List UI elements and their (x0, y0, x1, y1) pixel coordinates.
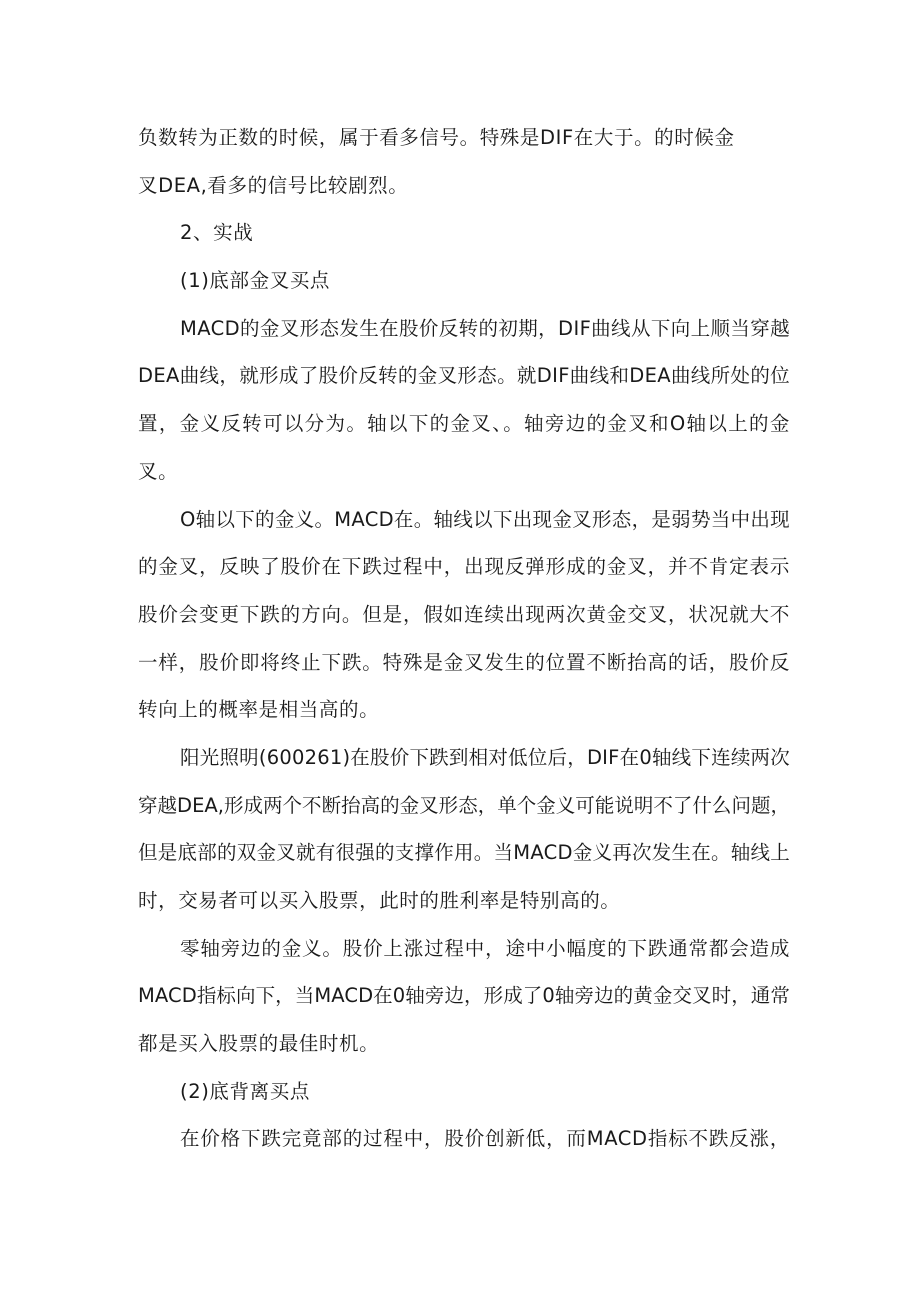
text-line: 在价格下跌完竟部的过程中，股价创新低，而MACD指标不跌反涨， (180, 1127, 790, 1151)
text-line: 零轴旁边的金义。股价上涨过程中，途中小幅度的下跌通常都会造成 (180, 936, 790, 960)
text-line: MACD的金叉形态发生在股价反转的初期，DIF曲线从下向上顺当穿越 (180, 316, 790, 340)
text-line: 负数转为正数的时候，属于看多信号。特殊是DIF在大于。的时候金 (138, 126, 735, 149)
text-line: 但是底部的双金叉就有很强的支撑作用。当MACD金义再次发生在。轴线上 (138, 841, 790, 865)
text-line: 叉DEA,看多的信号比较剧烈。 (138, 173, 409, 197)
text-line: 叉。 (138, 459, 179, 483)
text-line: 阳光照明(600261)在股价下跌到相对低位后，DIF在0轴线下连续两次 (180, 745, 790, 769)
text-line: 都是买入股票的最佳时机。 (138, 1032, 380, 1056)
text-line: 2、实战 (180, 221, 254, 245)
text-line: 置，金义反转可以分为。轴以下的金叉、。轴旁边的金叉和O轴以上的金 (138, 412, 790, 436)
body-text (138, 114, 790, 1163)
text-line: 转向上的概率是相当高的。 (138, 698, 380, 722)
text-line: (1)底部金叉买点 (180, 269, 331, 293)
text-line: 股价会变更下跌的方向。但是，假如连续出现两次黄金交叉，状况就大不 (138, 602, 790, 626)
text-line: (2)底背离买点 (180, 1079, 310, 1103)
text-line: 一样，股价即将终止下跌。特殊是金叉发生的位置不断抬高的话，股价反 (138, 650, 790, 674)
text-line: O轴以下的金义。MACD在。轴线以下出现金叉形态，是弱势当中出现 (180, 507, 790, 531)
text-line: DEA曲线，就形成了股价反转的金叉形态。就DIF曲线和DEA曲线所处的位 (138, 364, 790, 388)
text-line: 穿越DEA,形成两个不断抬高的金叉形态，单个金义可能说明不了什么问题， (138, 793, 790, 817)
text-line: 的金叉，反映了股价在下跌过程中，出现反弹形成的金叉，并不肯定表示 (138, 555, 790, 579)
text-line: MACD指标向下，当MACD在0轴旁边，形成了0轴旁边的黄金交叉时，通常 (138, 984, 790, 1008)
text-line: 时，交易者可以买入股票，此时的胜利率是特别高的。 (138, 889, 621, 912)
